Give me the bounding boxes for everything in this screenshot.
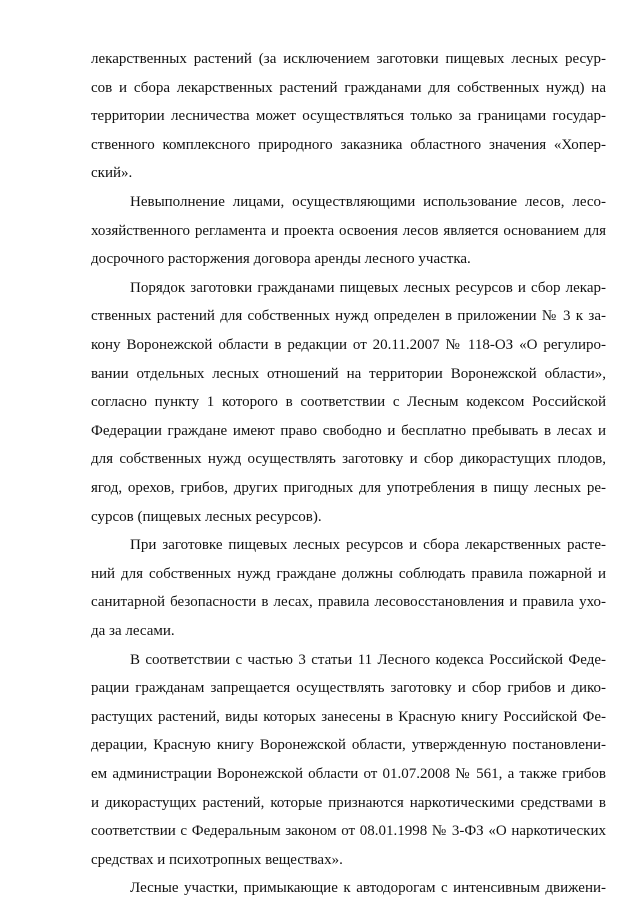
text-line: соответствии с Федеральным законом от 08.01.1998 № 3-ФЗ «О наркотических [91,823,606,840]
text-line: сов и сбора лекарственных растений гражданами для собственных нужд) на [91,79,606,96]
text-line: ний для собственных нужд граждане должны соблюдать правила пожарной и [91,565,606,582]
text-line: Федерации граждане имеют право свободно и бесплатно пребывать в лесах и [91,422,606,439]
text-line: вании отдельных лесных отношений на территории Воронежской области», [91,365,606,382]
paragraph-first-line: Порядок заготовки гражданами пищевых лесных ресурсов и сбор лекар- [130,279,606,296]
text-line: для собственных нужд осуществлять заготовку и сбор дикорастущих плодов, [91,451,606,468]
text-line: средствах и психотропных веществах». [91,851,343,868]
text-line: кону Воронежской области в редакции от 20.11.2007 № 118-ОЗ «О регулиро- [91,337,606,353]
paragraph-first-line: В соответствии с частью 3 статьи 11 Лесного кодекса Российской Феде- [130,651,606,668]
text-line: ем администрации Воронежской области от 01.07.2008 № 561, а также грибов [91,766,606,782]
text-line: лекарственных растений (за исключением заготовки пищевых лесных ресур- [91,51,606,67]
text-line: ственных растений для собственных нужд определен в приложении № 3 к за- [91,308,606,325]
paragraph-first-line: Лесные участки, примыкающие к автодорогам с интенсивным движени- [130,880,606,897]
text-line: да за лесами. [91,623,175,639]
paragraph-first-line: Невыполнение лицами, осуществляющими использование лесов, лесо- [130,194,606,210]
text-line: ский». [91,165,133,182]
text-line: территории лесничества может осуществляться только за границами государ- [91,108,606,125]
text-line: ственного комплексного природного заказника областного значения «Хопер- [91,136,606,153]
text-line: рации гражданам запрещается осуществлять заготовку и сбор грибов и дико- [91,680,606,697]
text-line: дерации, Красную книгу Воронежской области, утвержденную постановлени- [91,737,606,754]
text-line: ягод, орехов, грибов, других пригодных для употребления в пищу лесных ре- [91,480,606,496]
text-line: санитарной безопасности в лесах, правила лесовосстановления и правила ухо- [91,594,606,611]
text-line: сурсов (пищевых лесных ресурсов). [91,508,322,525]
text-line: и дикорастущих растений, которые признаются наркотическими средствами в [91,794,606,811]
text-line: растущих растений, виды которых занесены в Красную книгу Российской Фе- [91,708,606,725]
text-line: согласно пункту 1 которого в соответствии с Лесным кодексом Российской [91,394,606,411]
text-line: досрочного расторжения договора аренды лесного участка. [91,251,471,268]
text-line: хозяйственного регламента и проекта освоения лесов является основанием для [91,222,606,239]
paragraph-first-line: При заготовке пищевых лесных ресурсов и сбора лекарственных расте- [130,537,606,554]
